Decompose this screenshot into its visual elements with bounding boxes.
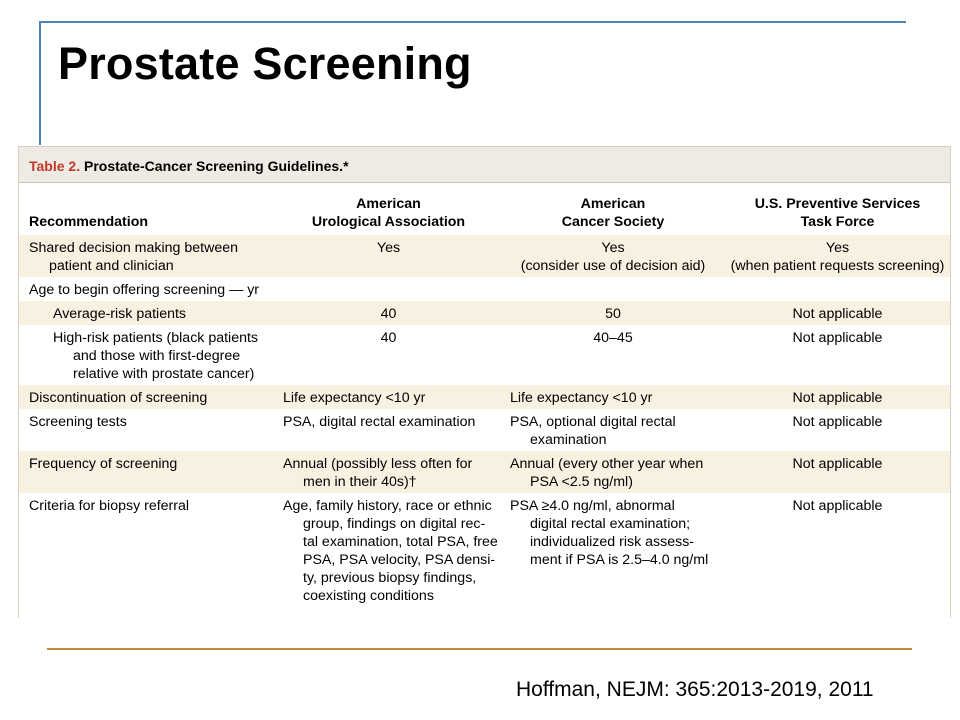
cell-uspstf <box>724 409 951 451</box>
cell-uspstf <box>724 235 951 277</box>
header-aua-text: American Urological Association <box>311 196 466 230</box>
cell-recommendation <box>19 451 275 493</box>
header-aua <box>275 183 502 235</box>
cell-aua <box>275 409 502 451</box>
cell-text: PSA ≥4.0 ng/ml, abnormal digital rectal examination; individualized risk assess- ment if PSA is 2.5–4.0 ng/ml <box>510 498 709 568</box>
cell-aua <box>275 277 502 301</box>
cell-recommendation <box>19 385 275 409</box>
cell-recommendation <box>19 301 275 325</box>
cell-text: Annual (every other year when PSA <2.5 ng/ml) <box>510 456 704 490</box>
cell-acs <box>502 385 724 409</box>
cell-text: Average-risk patients <box>53 306 187 322</box>
cell-text: Age, family history, race or ethnic group, findings on digital rec- tal examination, total PSA, free PSA, PSA velocity, PSA densi- ty, previous biopsy findings, coexisting conditions <box>283 498 498 604</box>
table-caption <box>19 147 950 183</box>
table-caption-text: Prostate-Cancer Screening Guidelines.* <box>80 158 349 174</box>
cell-text: Not applicable <box>792 498 883 514</box>
screening-guidelines-table-image <box>18 146 951 618</box>
cell-text: Not applicable <box>792 456 883 472</box>
cell-text: High-risk patients (black patients and those with first-degree relative with prostate cancer) <box>53 330 259 382</box>
cell-text: Screening tests <box>29 414 127 430</box>
cell-acs <box>502 493 724 607</box>
cell-text: Frequency of screening <box>29 456 178 472</box>
table-caption-number: Table 2. <box>29 158 81 174</box>
cell-text: Not applicable <box>792 414 883 430</box>
cell-text: Criteria for biopsy referral <box>29 498 190 514</box>
table-row <box>19 301 951 325</box>
header-acs <box>502 183 724 235</box>
cell-text: Shared decision making between patient and clinician <box>29 240 239 274</box>
cell-acs <box>502 301 724 325</box>
table-row <box>19 409 951 451</box>
bottom-divider-line <box>47 648 912 650</box>
cell-aua <box>275 493 502 607</box>
cell-aua <box>275 451 502 493</box>
cell-text: Age to begin offering screening — yr <box>29 282 260 298</box>
citation: Hoffman, NEJM: 365:2013-2019, 2011 <box>516 678 874 701</box>
header-uspstf <box>724 183 951 235</box>
cell-recommendation <box>19 409 275 451</box>
cell-uspstf <box>724 301 951 325</box>
cell-text: 50 <box>605 306 621 322</box>
cell-aua <box>275 385 502 409</box>
cell-recommendation <box>19 277 275 301</box>
cell-uspstf <box>724 493 951 607</box>
cell-text: Not applicable <box>792 390 883 406</box>
table-row <box>19 235 951 277</box>
cell-text: Not applicable <box>792 330 883 346</box>
cell-text: Not applicable <box>792 306 883 322</box>
table-row <box>19 493 951 607</box>
header-acs-text: American Cancer Society <box>561 196 665 230</box>
guidelines-table <box>19 183 951 607</box>
table-row <box>19 451 951 493</box>
table-row <box>19 325 951 385</box>
table-row <box>19 277 951 301</box>
cell-aua <box>275 301 502 325</box>
cell-recommendation <box>19 325 275 385</box>
cell-aua <box>275 325 502 385</box>
cell-text: Discontinuation of screening <box>29 390 208 406</box>
cell-text: Annual (possibly less often for men in their 40s)† <box>283 456 473 490</box>
cell-text: 40 <box>380 306 397 322</box>
cell-text: PSA, optional digital rectal examination <box>510 414 676 448</box>
cell-text: Life expectancy <10 yr <box>283 390 426 406</box>
cell-acs <box>502 277 724 301</box>
cell-uspstf <box>724 385 951 409</box>
cell-acs <box>502 325 724 385</box>
slide-frame-top-line <box>40 21 906 23</box>
cell-uspstf <box>724 451 951 493</box>
table-header-row <box>19 183 951 235</box>
cell-text: 40–45 <box>593 330 633 346</box>
cell-uspstf <box>724 277 951 301</box>
header-recommendation: Recommendation <box>29 214 149 230</box>
cell-acs <box>502 451 724 493</box>
cell-text: Yes <box>376 240 401 256</box>
cell-text: Life expectancy <10 yr <box>510 390 653 406</box>
cell-recommendation <box>19 235 275 277</box>
cell-uspstf <box>724 325 951 385</box>
cell-recommendation <box>19 493 275 607</box>
cell-acs <box>502 235 724 277</box>
cell-text: 40 <box>380 330 397 346</box>
header-uspstf-text: U.S. Preventive Services Task Force <box>754 196 921 230</box>
slide-title: Prostate Screening <box>58 38 472 89</box>
cell-text: Yes (when patient requests screening) <box>730 240 945 274</box>
cell-acs <box>502 409 724 451</box>
cell-text: PSA, digital rectal examination <box>283 414 476 430</box>
slide-frame-left-line <box>39 21 41 145</box>
cell-aua <box>275 235 502 277</box>
cell-text: Yes (consider use of decision aid) <box>520 240 706 274</box>
table-row <box>19 385 951 409</box>
